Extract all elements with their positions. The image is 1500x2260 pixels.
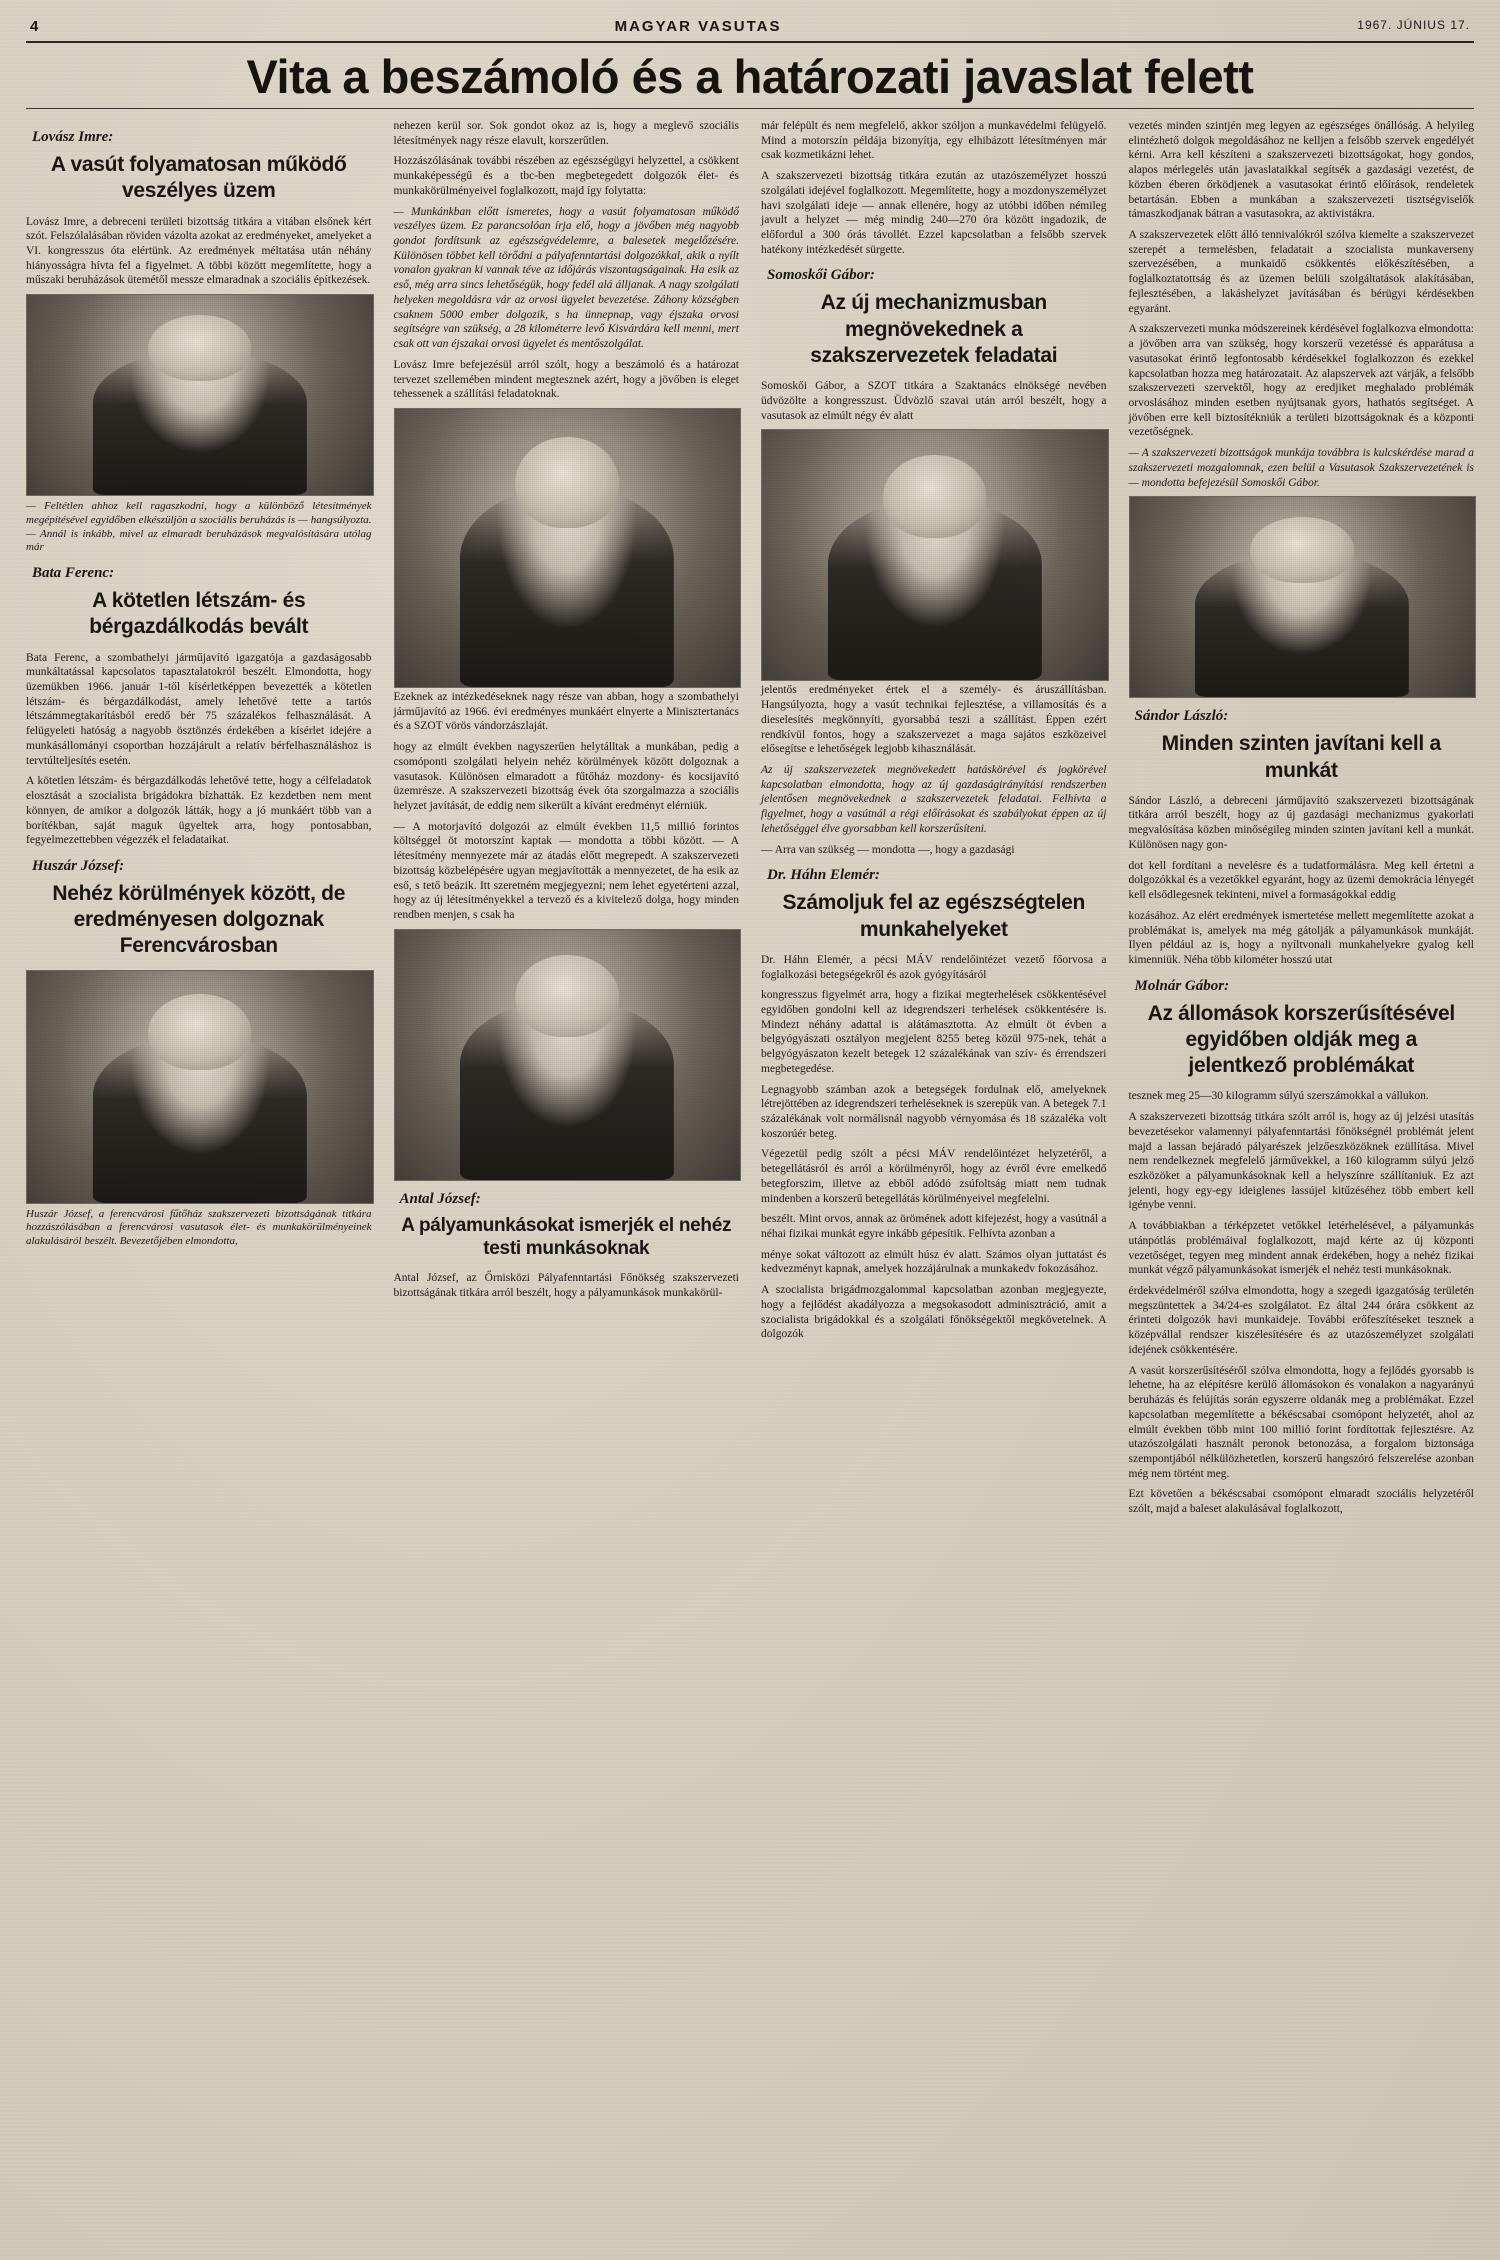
paragraph: A szakszervezeti munka módszereinek kérdésével foglalkozva elmondotta: a jövőben arra van szükség, hogy korszerű vezetéssé és apparátusa a vasutasokat érintő legfontosabb kérdésekkel foglalkozzon és ezekkel kapcsolatban hozza meg határozatait. Az alapszervek azt várják, a felsőbb szakszervezeti szervektől, hogy az eredjiket meghalado problémák orvoslásához minden esetben nyújtsanak gyors, hathatós segítséget. A jövőben erre kell biztosítékniúk a területi bizottságoknak és a központi vezetőségnek. (1128, 323, 1474, 439)
headline-rule (26, 108, 1474, 109)
paragraph: Bata Ferenc, a szombathelyi járműjavító igazgatója a gazdaságosabb munkáltatással kapcsolatos tapasztalatokról beszélt. Elmondotta, hogy üzemükben 1966. január 1-től kísérletképpen bevezették a kötetlen létszám- és bérgazdálkodást, amely lehetővé tette a tartós létszámmegtakarításból eredő bér 75 százalékos felhasználását. A felügyeleti hatóság a nagyobb ösztönzés érdekében a kísérlet idejére a munkásállományi csoportban hozzájárult a relatív bérfelhasználáshoz is tervtúlteljesítés esetén. (26, 651, 372, 767)
paragraph: A szakszervezetek előtt álló tennivalókról szólva kiemelte a szakszervezet szerepét a termelésben, feladatait a szocialista munkaverseny szervezésében, a munkaidő csökkentés előkészítésében, a foglalkoztatottság és az üzemen belüli szolgáltatások alakításában, fejlesztésében, a lakáshelyzet javításában és bérügyi kérdésekben egyaránt. (1128, 229, 1474, 315)
masthead (26, 18, 1474, 39)
photo-sandor-laszlo (1129, 496, 1477, 698)
paragraph: A szakszervezeti bizottság titkára szólt arról is, hogy az új jelzési utasítás bevezetésekor valamennyi pályafenntartási főnökségnél problémát jelent majd a lassan bejáradó pályarészek jelzőeszközöknek ezüllítása. Mivel nem rendelkeznek megfelelő járművekkel, a 160 kilogramm súlyú jelző eszközöket a pályamunkásoknak kell a helyszínre szállítaniuk. Ez azt jelenti, hogy egy-egy ideiglenes lassújel kitűzéséhez több embert kell igénybe venni. (1128, 1111, 1474, 1212)
paragraph: A továbbiakban a térképzetet vetőkkel letérhelésével, a pályamunkás utánpótlás problémáival foglalkozott, majd kérte az új központi vezetőséget, tegyen meg mindent annak érdekében, hogy a nehéz fizikai munkát végző pályamunkásokat ismerjék el nehéz testi munkásoknak. (1128, 1220, 1474, 1277)
article-byline: Sándor László: (1134, 708, 1229, 725)
article-byline: Molnár Gábor: (1134, 977, 1230, 994)
newspaper-title: MAGYAR VASUTAS (614, 18, 782, 35)
column-2 (394, 119, 740, 2169)
paragraph: tesznek meg 25—30 kilogramm súlyú szerszámokkal a vállukon. (1128, 1090, 1429, 1103)
paragraph: — A szakszervezeti bizottságok munkája továbbra is kulcskérdése marad a szakszervezeti mozgalomnak, ezen belül a Vasutasok Szakszervezetének is — mondotta befejezésül Somoskői Gábor. (1128, 447, 1474, 489)
photo-bata-ferenc (394, 408, 742, 688)
article-columns (26, 119, 1474, 2169)
paragraph: Lovász Imre befejezésül arról szólt, hogy a beszámoló és a határozat tervezet szellemében mindent megtesznek azért, hogy a jövőben is eleget tehessenek a szállítási feladatoknak. (393, 358, 739, 401)
paragraph: A szocialista brigádmozgalommal kapcsolatban azonban megjegyezte, hogy a fejlődést akadályozza a megsokasodott adminisztráció, amit a szocialista brigádokkal és a szolgálati főnökségektől megkövetelnek. A dolgozók (761, 1284, 1107, 1341)
article-subhead: Nehéz körülmények között, de eredményesen dolgoznak Ferencvárosban (52, 881, 346, 958)
paragraph: — A motorjavító dolgozói az elmúlt években 11,5 millió forintos költséggel öt motorszínt kaptak — mondotta a többi között. — A létesítmény mennyezete már az átadás előtt megrepedt. A szakszervezeti bizottság közbelépésére ugyan megjavították a mennyezetet, de ha esik az eső, s tető beázik. Itt szeretném megjegyezni; nem lehet egyetérteni azzal, hogy az új létesítményekkel a tervező és a kivitelező dolga, hogy minden rendben menjen, s csak ha (393, 820, 739, 921)
page-headline: Vita a beszámoló és a határozati javaslat felett (246, 50, 1254, 103)
paragraph: — Munkánkban előtt ismeretes, hogy a vasút folyamatosan működő veszélyes üzem. Ez parancsolóan írja elő, hogy a jövőben még nagyobb gondot fordítsunk az egészségvédelemre, a balesetek megelőzésére. Különösen többet kell törődni a pályafenntartási dolgozókkal, akik a nyílt vonalon gyakran ki vannak téve az időjárás viszontagságainak. Ha esik az eső, még arra sincs lehetőségük, hogy fedél alá álljanak. A nagy szolgálati helyeken megoldásra vár az orvosi ügyelet bevezetése. Záhony községben csaknem 5000 ember dolgozik, s ha ünnepnap, vagy éjszaka orvosi segítségre van szükség, a 28 kilométerre levő Kisvárdára kell menni, mert csak ott van éjszakai orvosi ügyelet és mentőszolgálat. (393, 205, 739, 351)
paragraph: Somoskői Gábor, a SZOT titkára a Szaktanács elnökségé nevében üdvözölte a kongresszust. Üdvözlő szavai után arról beszélt, hogy a vasutasok az elmúlt négy év alatt (761, 380, 1107, 422)
paragraph: jelentős eredményeket értek el a személy- és áruszállításban. Hangsúlyozta, hogy a vasút technikai fejlesztése, a villamosítás és a dieselesítés megkönnyíti, gyorsabbá teszi a szállítást. Éppen ezért rendkívül fontos, hogy a szakszervezet a maga sajátos eszközeivel elősegítse e lehetőségek legjobb kihasználását. (761, 684, 1107, 756)
masthead-rule (26, 41, 1474, 43)
article-byline: Dr. Háhn Elemér: (767, 867, 880, 884)
paragraph: A kötetlen létszám- és bérgazdálkodás lehetővé tette, hogy a célfeladatok elosztását a szocialista brigádokra bízhatták. Ez kezdetben nem ment könnyen, de amikor a dolgozók látták, hogy a jó munkáért több van a borítékban, saját maguk ügyeltek arra, hogy pontosabban, fegyelmezettebben végezzék el feladataikat. (26, 775, 372, 847)
column-1 (26, 119, 372, 2169)
article-byline: Bata Ferenc: (32, 565, 115, 582)
article-subhead: Számoljuk fel az egészségtelen munkahelyeket (782, 891, 1086, 941)
photo-somoskoi-gabor (761, 429, 1109, 681)
article-byline: Somoskői Gábor: (767, 267, 875, 284)
paragraph: Antal József, az Őrnisközi Pályafenntartási Főnökség szakszervezeti bizottságának titkára arról beszélt, hogy a pályamunkások munkakörül- (393, 1272, 739, 1299)
column-3 (761, 119, 1107, 2169)
paragraph: vezetés minden szintjén meg legyen az egészséges önállóság. A helyileg elintézhető dolgok megoldásához ne kelljen a felsőbb szervek engedélyét kérni. Arra kell készíteni a szakszervezeti bizottságokat, hogy gondos, alapos mérlegelés után javaslataikkal segítsék a gazdasági vezetést, de közben éberen őrködjenek a vasutasokat érintő előírások, rendeletek betartásán. Ebben a munkában a szakszervezeti tisztségviselők támaszkodjanak bátran a vasutasokra, az aktivistákra. (1128, 120, 1474, 221)
paragraph: kongresszus figyelmét arra, hogy a fizikai megterhelések csökkentésével egyidőben gondolni kell az idegrendszeri terhelések csökkentésére is. Mindezt néhány adattal is alátámasztotta. Az elmúlt öt évben a belgyógyászati osztályon megjelent 8255 beteg közül 975-nek, tehát a belgyógyászaton kezelt betegek 12 százalékának van szív- és érrendszeri megbetegedése. (761, 989, 1107, 1075)
article-subhead: A kötetlen létszám- és bérgazdálkodás bevált (89, 589, 309, 639)
paragraph: Dr. Háhn Elemér, a pécsi MÁV rendelőintézet vezető főorvosa a foglalkozási betegségekről és azok gyógyításáról (761, 953, 1107, 981)
paragraph: hogy az elmúlt években nagyszerűen helytálltak a munkában, pedig a csomóponti szolgálati helyein nehéz körülmények között dolgoznak a vasutasok. Különösen elmaradott a fűtőház mozdony- és kocsijavító üzemrésze. A szakszervezeti bizottság évek óta szorgalmazza a szociális helyzet javítását, de eddig nem sikerült a kívánt eredményt elérniük. (393, 741, 739, 812)
paragraph: Végezetül pedig szólt a pécsi MÁV rendelőintézet helyzetéről, a betegellátásról és arról a körülményről, hogy az évről évre emelkedő betegforszim, illetve az ebből adódó zsúfoltság miatt nem tudnak mindenben a korszerű betegellátás körülményeivel megfelelni. (761, 1148, 1107, 1205)
paragraph: Hozzászólásának további részében az egészségügyi helyzettel, a csökkent munkaképességű és a tbc-ben megbetegedett dolgozók élet- és munkakörülményeivel foglalkozott, majd így folytatta: (393, 155, 739, 197)
paragraph: már felépült és nem megfelelő, akkor szóljon a munkavédelmi felügyelő. Mind a motorszín példája bizonyítja, egy elhibázott létesítményen már csak kozmetikázni lehet. (761, 120, 1107, 162)
article-subhead: Az új mechanizmusban megnövekednek a szakszervezetek feladatai (810, 291, 1058, 367)
photo-hahn-elemer (394, 929, 742, 1181)
photo-lovasz-imre (26, 294, 374, 496)
paragraph: ménye sokat változott az elmúlt húsz év alatt. Számos olyan juttatást és kedvezményt kapnak, amelyek hozzájárulnak a munkakedv fokozásához. (761, 1248, 1107, 1276)
article-subhead: A pályamunkásokat ismerjék el nehéz testi munkásoknak (401, 1214, 732, 1260)
paragraph: beszélt. Mint orvos, annak az örömének adott kifejezést, hogy a vasútnál a néhai fizikai munkát egyre inkább gépesítik. Felhívta azonban a (761, 1213, 1107, 1240)
paragraph: Lovász Imre, a debreceni területi bizottság titkára a vitában elsőnek kért szót. Felszólalásában röviden vázolta azokat az eredményeket, amelyeket a VI. kongresszus óta elértünk. Az eredmények méltatása után néhány hiányosságra hívta fel a figyelmet. A többi között megemlítette, hogy a műszaki beruházások ütemétől messze elmaradnak a szociális építkezések. (26, 215, 372, 287)
paragraph: Legnagyobb számban azok a betegségek fordulnak elő, amelyeknek létrejöttében az idegrendszeri terheléseknek is szerepük van. A betegek 7.1 százalékának volt normálisnál nagyobb vérnyomása és 18 százaléka volt koszorúér beteg. (761, 1083, 1107, 1140)
article-byline: Lovász Imre: (32, 129, 114, 145)
article-subhead: Minden szinten javítani kell a munkát (1161, 732, 1441, 782)
issue-date: 1967. JÚNIUS 17. (1357, 18, 1470, 32)
photo-huszar-jozsef (26, 970, 374, 1204)
photo-caption: Huszár József, a ferencvárosi fűtőház szakszervezeti bizottságának titkára hozzászólásában a ferencvárosi vasutasok élet- és munkakörülményeinek alakulásáról beszélt. Bevezetőjében elmondotta, (26, 1207, 372, 1248)
paragraph: érdekvédelméről szólva elmondotta, hogy a szegedi igazgatóság területén megszüntettek a 34/24-es szolgálatot. Ez által 244 órára csökkent az érinteti dolgozók havi munkaideje. További erőfeszítéseket tesznek a középvállal rendszer kiszélesítésére és az utazószemélyzet szolgálati idejének csökkentésére. (1128, 1285, 1474, 1356)
paragraph: dot kell fordítani a nevelésre és a tudatformálásra. Meg kell értetni a dolgozókkal és a vezetőkkel egyaránt, hogy az üzemi demokrácia lényegét kell elsődlegesnek tekinteni, mivel a formaságokkal eddig (1128, 859, 1474, 902)
article-subhead: A vasút folyamatosan működő veszélyes üzem (50, 153, 347, 203)
article-byline: Antal József: (399, 1190, 481, 1207)
article-byline: Huszár József: (32, 857, 125, 874)
paragraph: Sándor László, a debreceni járműjavító szakszervezeti bizottságának titkára arról beszélt, hogy az új gazdasági mechanizmus gyakorlati megvalósítása közben minőségileg minden szinten javítani kell a munkát. Különösen nagy gon- (1128, 794, 1474, 851)
column-4 (1129, 119, 1475, 2169)
article-subhead: Az állomások korszerűsítésével egyidőben oldják meg a jelentkező problémákat (1147, 1001, 1455, 1078)
paragraph: Ezt követően a békéscsabai csomópont elmaradt szociális helyzetéről szólt, majd a baleset alakulásával foglalkozott, (1128, 1488, 1474, 1516)
page-number: 4 (30, 18, 39, 35)
paragraph: Ezeknek az intézkedéseknek nagy része van abban, hogy a szombathelyi járműjavító az 1966. évi eredményes munkáért elnyerte a Minisztertanács és a SZOT vörös vándorzászlaját. (393, 690, 739, 733)
paragraph: Az új szakszervezetek megnövekedett hatáskörével és jogkörével kapcsolatban elmondotta, hogy az új gazdaságirányítási rendszerben jelentősen megnövekednek a szakszervezetek feladatai. Felhívta a figyelmet, hogy a vasútnál a régi előírásokat és szabályokat éppen az új lehetőséggel élve gyorsabban kell korszerűsíteni. (761, 763, 1107, 835)
paragraph: A vasút korszerűsítéséről szólva elmondotta, hogy a fejlődés gyorsabb is lehetne, ha az elépítésre kerülő állomásokon és vonalakon a nagyarányú beruházás és felújítás során egyszerre oldanák meg a problémákat. Ezzel kapcsolatban megemlítette a békéscsabai csomópont helyzetét, ahol az elmúlt években több mint 100 millió forint fordítottak fejlesztésre. Az utazószolgálati használt peronok betonozása, a forgalom biztonsága szempontjából nélkülözhetetlen, korszerű hangszóró felszerelése azonban még nem történt meg. (1128, 1364, 1474, 1480)
paragraph: nehezen kerül sor. Sok gondot okoz az is, hogy a meglevő szociális létesítmények nagy része elavult, korszerűtlen. (393, 120, 739, 147)
paragraph: — Arra van szükség — mondotta —, hogy a gazdasági (761, 843, 1015, 856)
paragraph: kozásához. Az elért eredmények ismertetése mellett megemlítette azokat a problémákat is, amelyek ma még gátolják a pályamunkások munkáját. Ilyen például az is, hogy a nyíltvonali munkahelyekre gyalog kell kimenniük. Néha több kilométer hosszú utat (1128, 909, 1474, 966)
paragraph: A szakszervezeti bizottság titkára ezután az utazószemélyzet hosszú szolgálati idejével foglalkozott. Megemlítette, hogy a mozdonyszemélyzet havi szolgálati ideje — annak ellenére, hogy az utóbbi időben némileg javult a helyzet — még mindig 240—270 óra között ingadozik, de előfordul a 300 órás távollét. Ezzel kapcsolatban a felsőbb szervek hatékony intézkedését sürgette. (761, 170, 1107, 256)
photo-caption: — Feltétlen ahhoz kell ragaszkodni, hogy a különböző létesítmények megépítésével egyidőben elkészüljön a szociális beruházás is — hangsúlyozta. — Annál is inkább, mivel az elmaradt beruházások megvalósítására utólag már (26, 500, 372, 554)
